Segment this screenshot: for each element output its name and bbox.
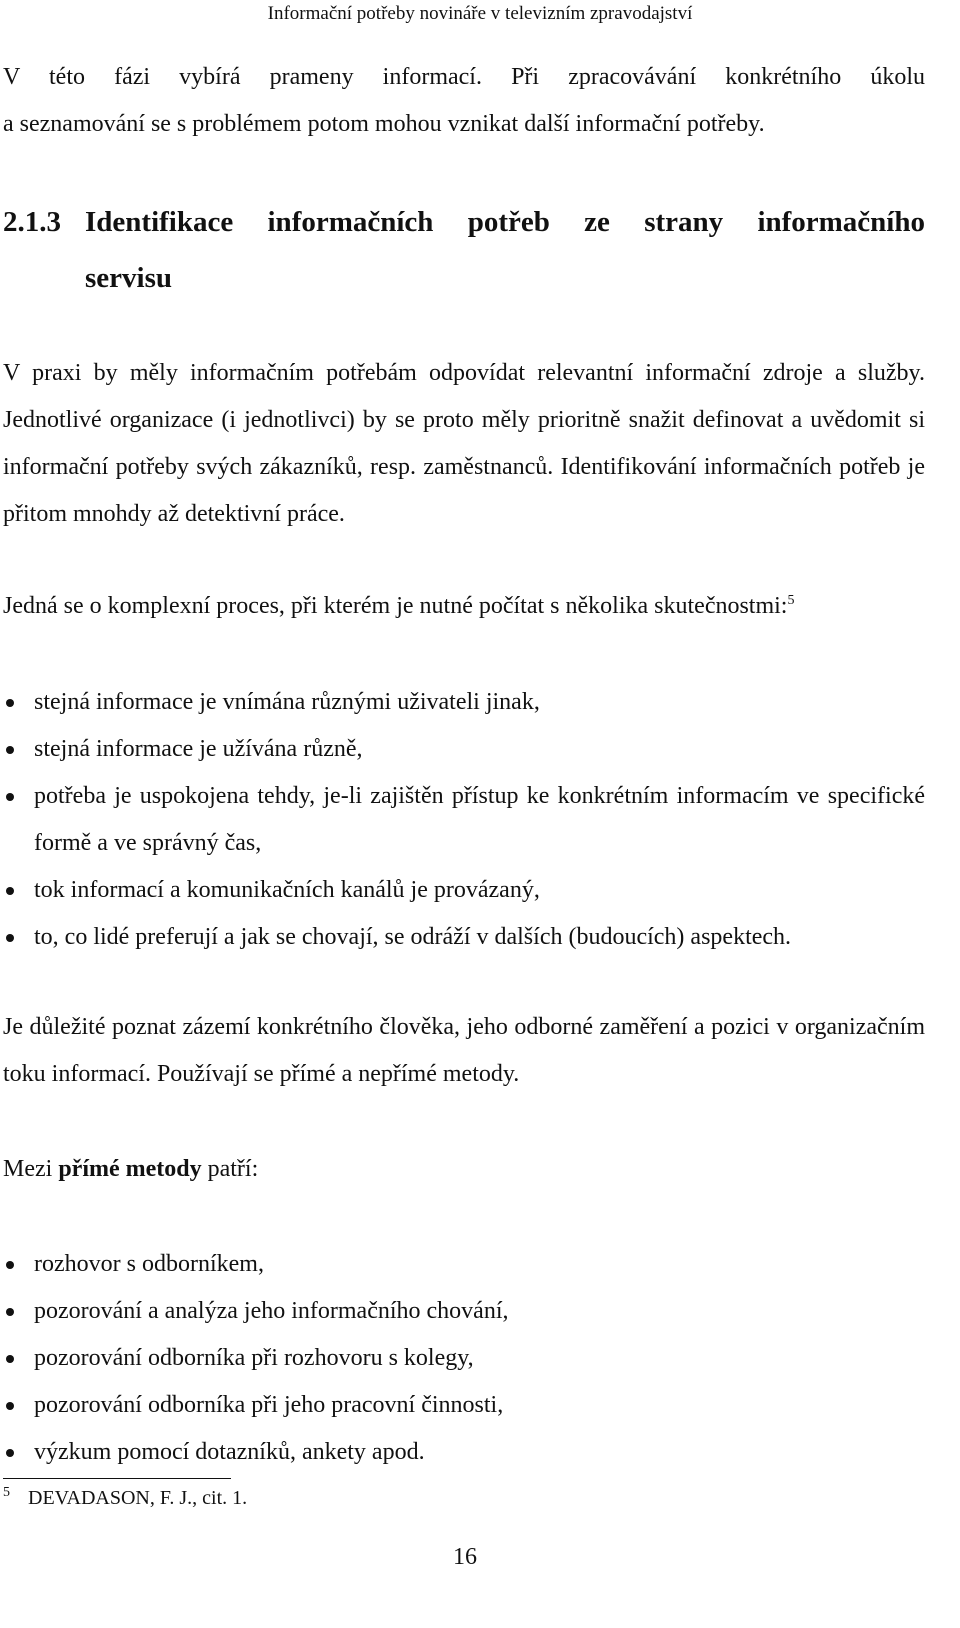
- list-item: pozorování a analýza jeho informačního chování,: [0, 1288, 925, 1335]
- section-title-line-1: Identifikace informačních potřeb ze strany informačního: [85, 206, 925, 238]
- page-number: 16: [453, 1544, 477, 1570]
- bullet-icon: [6, 699, 14, 707]
- section-title-line-2: servisu: [85, 262, 172, 294]
- facts-list: [0, 679, 925, 961]
- intro-line-1: V této fázi vybírá prameny informací. Při zpracovávání konkrétního úkolu: [3, 64, 925, 90]
- footnote: [3, 1483, 247, 1516]
- list-item: výzkum pomocí dotazníků, ankety apod.: [0, 1429, 925, 1476]
- bullet-icon: [6, 793, 14, 801]
- bullet-icon: [6, 934, 14, 942]
- paragraph-direct-methods: Mezi přímé metody patří:: [3, 1156, 259, 1182]
- bullet-icon: [6, 1261, 14, 1269]
- list-item: to, co lidé preferují a jak se chovají, se odráží v dalších (budoucích) aspektech.: [0, 914, 925, 961]
- list-item: rozhovor s odborníkem,: [0, 1241, 925, 1288]
- list-item: pozorování odborníka při jeho pracovní činnosti,: [0, 1382, 925, 1429]
- direct-methods-term: přímé metody: [58, 1156, 202, 1182]
- paragraph-complex-process-text: Jedná se o komplexní proces, při kterém je nutné počítat s několika skutečnostmi:: [3, 593, 788, 619]
- bullet-icon: [6, 1402, 14, 1410]
- paragraph-background: Je důležité poznat zázemí konkrétního člověka, jeho odborné zaměření a pozici v organizačním toku informací. Používají se přímé a nepřímé metody.: [3, 1014, 925, 1087]
- section-heading: [3, 194, 925, 306]
- paragraph-relevant-sources: V praxi by měly informačním potřebám odpovídat relevantní informační zdroje a služby. Jednotlivé organizace (i jednotlivci) by se proto měly prioritně snažit definovat a uvědomit si informační potřeby svých zákazníků, resp. zaměstnanců. Identifikování informačních potřeb je přitom mnohdy až detektivní práce.: [3, 360, 925, 527]
- footnote-number: 5: [3, 1485, 10, 1500]
- intro-paragraph: [3, 54, 925, 148]
- list-item: stejná informace je užívána různě,: [0, 726, 925, 773]
- bullet-icon: [6, 1308, 14, 1316]
- list-item: tok informací a komunikačních kanálů je provázaný,: [0, 867, 925, 914]
- footnote-reference: 5: [787, 593, 795, 608]
- footnote-divider: [3, 1478, 231, 1479]
- section-number: 2.1.3: [3, 206, 61, 238]
- intro-line-2: a seznamování se s problémem potom mohou vznikat další informační potřeby.: [3, 111, 765, 137]
- list-item: stejná informace je vnímána různými uživateli jinak,: [0, 679, 925, 726]
- list-item: potřeba je uspokojena tehdy, je-li zajištěn přístup ke konkrétním informacím ve specifické formě a ve správný čas,: [0, 773, 925, 867]
- methods-list: [0, 1241, 925, 1476]
- footnote-text: DEVADASON, F. J., cit. 1.: [28, 1487, 248, 1509]
- running-header: Informační potřeby novináře v televizním zpravodajství: [267, 3, 693, 24]
- bullet-icon: [6, 746, 14, 754]
- paragraph-complex-process: [3, 583, 925, 630]
- list-item: pozorování odborníka při rozhovoru s kolegy,: [0, 1335, 925, 1382]
- bullet-icon: [6, 1449, 14, 1457]
- bullet-icon: [6, 1355, 14, 1363]
- bullet-icon: [6, 887, 14, 895]
